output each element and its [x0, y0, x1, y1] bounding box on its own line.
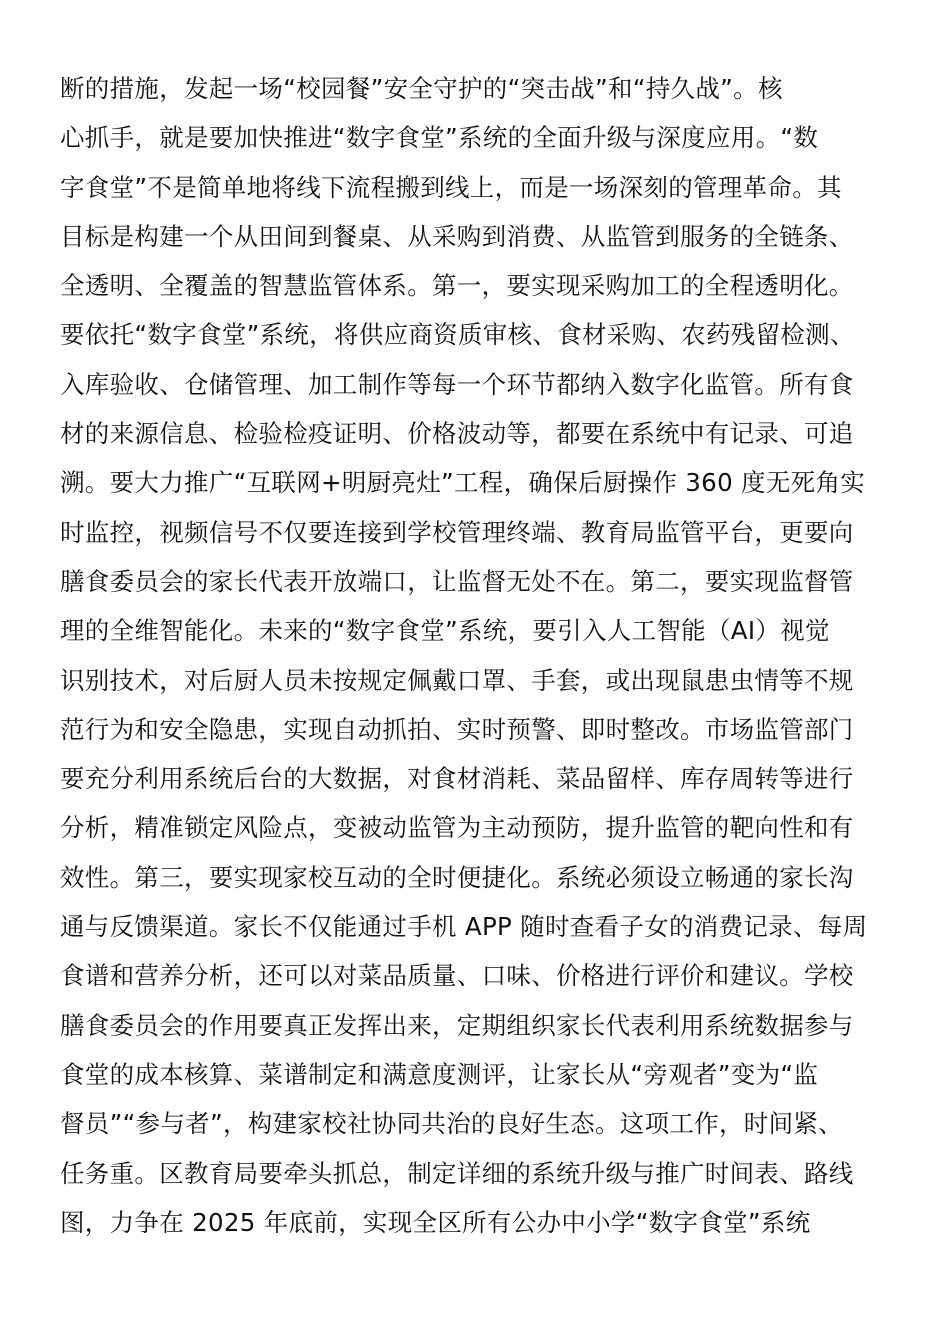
- text-line-2: 心抓手，就是要加快推进“数字食堂”系统的全面升级与深度应用。“数: [60, 123, 819, 153]
- text-line-5: 全透明、全覆盖的智慧监管体系。第一，要实现采购加工的全程透明化。: [60, 271, 854, 301]
- text-line-1: 断的措施，发起一场“校园餐”安全守护的“突击战”和“持久战”。核: [60, 74, 783, 103]
- text-line-4: 目标是构建一个从田间到餐桌、从采购到消费、从监管到服务的全链条、: [60, 221, 854, 251]
- text-line-6: 要依托“数字食堂”系统，将供应商资质审核、食材采购、农药残留检测、: [60, 320, 855, 350]
- text-line-23: 任务重。区教育局要牵头抓总，制定详细的系统升级与推广时间表、路线: [60, 1158, 854, 1188]
- text-line-7: 入库验收、仓储管理、加工制作等每一个环节都纳入数字化监管。所有食: [60, 369, 854, 399]
- text-line-12: 理的全维智能化。未来的“数字食堂”系统，要引入人工智能（AI）视觉: [60, 616, 830, 646]
- text-line-3: 字食堂”不是简单地将线下流程搬到线上，而是一场深刻的管理革命。其: [60, 172, 842, 202]
- body-paragraph: [60, 68, 895, 1251]
- text-line-20: 膳食委员会的作用要真正发挥出来，定期组织家长代表利用系统数据参与: [60, 1010, 854, 1040]
- text-line-15: 要充分利用系统后台的大数据，对食材消耗、菜品留样、库存周转等进行: [60, 764, 854, 794]
- text-line-22: 督员”“参与者”，构建家校社协同共治的良好生态。这项工作，时间紧、: [60, 1109, 843, 1139]
- text-line-17: 效性。第三，要实现家校互动的全时便捷化。系统必须设立畅通的家长沟: [60, 862, 854, 892]
- text-line-10: 时监控，视频信号不仅要连接到学校管理终端、教育局监管平台，更要向: [60, 517, 854, 547]
- text-line-8: 材的来源信息、检验检疫证明、价格波动等，都要在系统中有记录、可追: [60, 419, 854, 449]
- text-line-19: 食谱和营养分析，还可以对菜品质量、口味、价格进行评价和建议。学校: [60, 961, 854, 991]
- text-line-13: 识别技术，对后厨人员未按规定佩戴口罩、手套，或出现鼠患虫情等不规: [60, 665, 854, 695]
- text-line-18: 通与反馈渠道。家长不仅能通过手机 APP 随时查看子女的消费记录、每周: [60, 912, 868, 942]
- text-line-14: 范行为和安全隐患，实现自动抓拍、实时预警、即时整改。市场监管部门: [60, 714, 854, 744]
- text-line-9: 溯。要大力推广“互联网+明厨亮灶”工程，确保后厨操作 360 度无死角实: [60, 468, 866, 498]
- text-line-16: 分析，精准锁定风险点，变被动监管为主动预防，提升监管的靶向性和有: [60, 813, 854, 843]
- text-line-21: 食堂的成本核算、菜谱制定和满意度测评，让家长从“旁观者”变为“监: [60, 1059, 819, 1089]
- text-line-24: 图，力争在 2025 年底前，实现全区所有公办中小学“数字食堂”系统: [60, 1207, 811, 1237]
- text-line-11: 膳食委员会的家长代表开放端口，让监督无处不在。第二，要实现监督管: [60, 566, 854, 596]
